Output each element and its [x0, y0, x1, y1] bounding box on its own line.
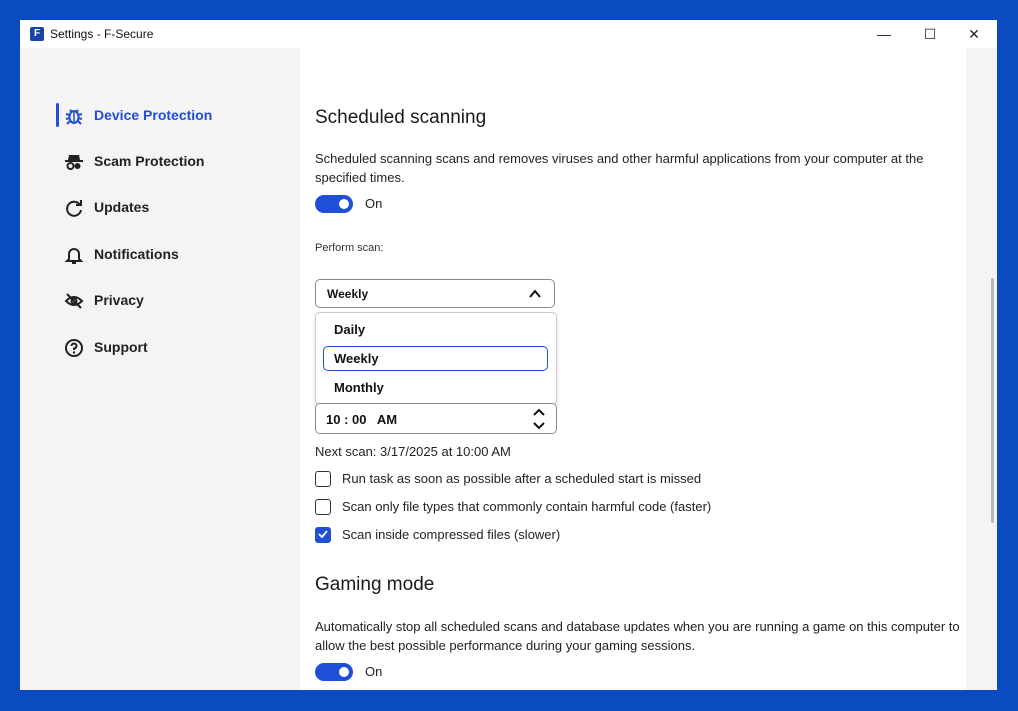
- title-bar: [20, 20, 997, 48]
- bug-icon: [64, 106, 84, 126]
- perform-scan-label: Perform scan:: [315, 242, 384, 254]
- sidebar-item-support[interactable]: [20, 329, 300, 365]
- checkbox-box[interactable]: [315, 499, 331, 515]
- chevron-up-icon: [528, 288, 542, 300]
- section-title-gaming-mode: Gaming mode: [315, 574, 435, 595]
- window-title: Settings - F-Secure: [50, 27, 154, 41]
- scheduled-scanning-description: Scheduled scanning scans and removes viruses and other harmful applications from your computer at the specified times.: [315, 151, 924, 185]
- minimize-button[interactable]: —: [877, 26, 891, 42]
- option-weekly[interactable]: Weekly: [334, 351, 379, 366]
- sidebar-item-device-protection[interactable]: [20, 97, 300, 133]
- gaming-mode-toggle-label: On: [365, 664, 383, 679]
- scheduled-scanning-toggle[interactable]: [315, 195, 353, 213]
- next-scan-text: Next scan: 3/17/2025 at 10:00 AM: [315, 444, 511, 459]
- settings-content: [300, 48, 966, 690]
- section-title-scheduled-scanning: Scheduled scanning: [315, 107, 487, 128]
- active-indicator: [56, 103, 59, 127]
- checkbox-box[interactable]: [315, 471, 331, 487]
- checkmark-icon: [317, 528, 329, 540]
- scan-time-picker[interactable]: [315, 403, 557, 434]
- checkbox-label: Scan only file types that commonly contain harmful code (faster): [342, 499, 712, 514]
- toggle-knob: [339, 667, 349, 677]
- settings-window: [20, 20, 997, 690]
- scheduled-scanning-toggle-label: On: [365, 196, 383, 211]
- selected-value: Weekly: [327, 287, 369, 301]
- perform-scan-select[interactable]: [315, 279, 555, 308]
- close-button[interactable]: ✕: [968, 26, 980, 42]
- option-monthly[interactable]: Monthly: [334, 380, 384, 395]
- time-value: 10 : 00 AM: [326, 412, 398, 427]
- checkbox-label: Run task as soon as possible after a scheduled start is missed: [342, 471, 702, 486]
- sidebar-item-label: Privacy: [94, 292, 144, 308]
- sidebar: [20, 48, 300, 690]
- perform-scan-dropdown: [315, 312, 557, 405]
- sidebar-item-privacy[interactable]: [20, 282, 300, 318]
- sidebar-item-notifications[interactable]: [20, 236, 300, 272]
- sidebar-item-updates[interactable]: [20, 189, 300, 225]
- f-secure-logo-icon: F: [30, 27, 44, 41]
- sidebar-item-label: Updates: [94, 199, 150, 215]
- sidebar-item-scam-protection[interactable]: [20, 143, 300, 179]
- option-daily[interactable]: Daily: [334, 322, 366, 337]
- sidebar-item-label: Support: [94, 339, 148, 355]
- gaming-mode-toggle[interactable]: [315, 663, 353, 681]
- spinner-icon[interactable]: [532, 407, 546, 431]
- gaming-mode-description: Automatically stop all scheduled scans and database updates when you are running a game on this computer to allow the best possible performance during your gaming sessions.: [315, 619, 960, 653]
- maximize-button[interactable]: ☐: [923, 26, 937, 42]
- spy-icon: [64, 152, 84, 172]
- help-icon: [64, 338, 84, 358]
- toggle-knob: [339, 199, 349, 209]
- eye-slash-icon: [64, 291, 84, 311]
- sidebar-item-label: Notifications: [94, 246, 179, 262]
- sidebar-item-label: Scam Protection: [94, 153, 205, 169]
- bell-icon: [64, 245, 84, 265]
- checkbox-label: Scan inside compressed files (slower): [342, 527, 561, 542]
- refresh-icon: [64, 198, 84, 218]
- checkbox-box[interactable]: [315, 527, 331, 543]
- scrollbar-thumb[interactable]: [991, 278, 994, 523]
- sidebar-item-label: Device Protection: [94, 107, 213, 123]
